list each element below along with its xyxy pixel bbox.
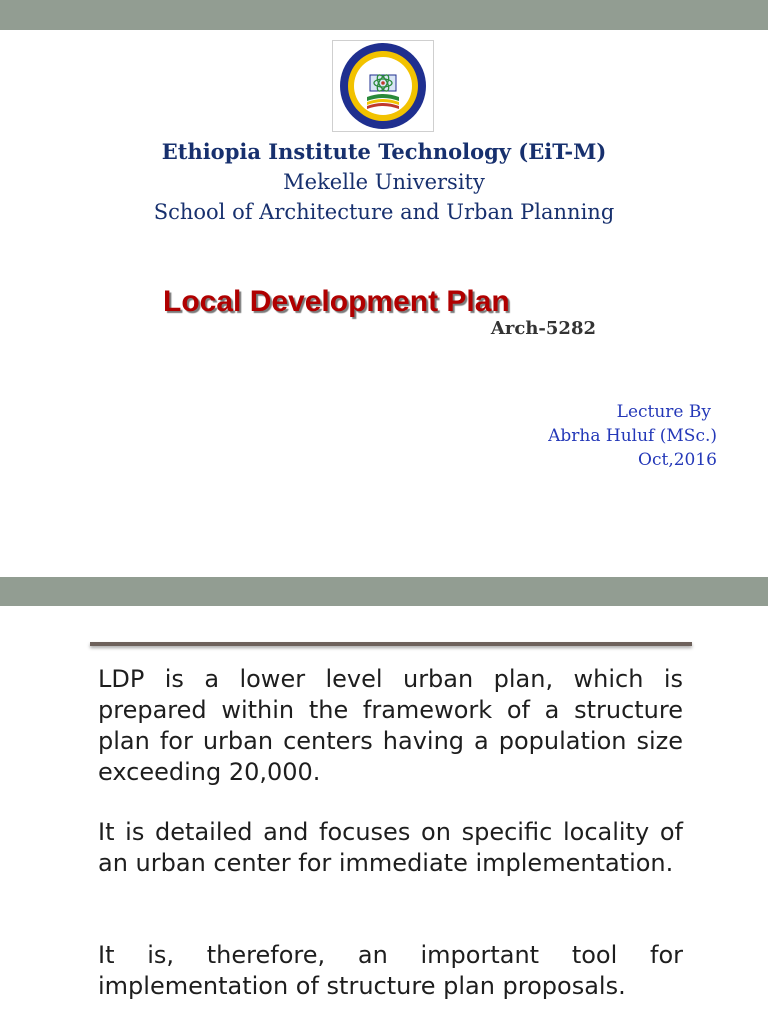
section-rule bbox=[90, 642, 692, 646]
lecturer-name: Abrha Huluf (MSc.) bbox=[548, 426, 717, 446]
divider-band bbox=[0, 577, 768, 606]
institute-name: Ethiopia Institute Technology (EiT-M) bbox=[161, 139, 607, 164]
top-band bbox=[0, 0, 768, 30]
slide-title: Local Development Plan bbox=[163, 285, 510, 318]
university-name: Mekelle University bbox=[283, 170, 485, 194]
university-logo bbox=[332, 40, 436, 132]
paragraph-2: It is detailed and focuses on specific locality of an urban center for immediate implementation. bbox=[98, 818, 683, 877]
course-code: Arch-5282 bbox=[490, 318, 596, 339]
lecture-date: Oct,2016 bbox=[638, 450, 717, 470]
logo-frame bbox=[332, 40, 434, 132]
school-name: School of Architecture and Urban Planning bbox=[153, 200, 615, 224]
lecture-by-label: Lecture By bbox=[616, 402, 711, 422]
paragraph-1: LDP is a lower level urban plan, which is prepared within the framework of a structure plan for urban centers having a population size exceeding 20,000. bbox=[98, 665, 683, 786]
paragraph-3: It is, therefore, an important tool for implementation of structure plan proposals. bbox=[98, 941, 683, 1000]
seal-icon bbox=[333, 41, 433, 131]
